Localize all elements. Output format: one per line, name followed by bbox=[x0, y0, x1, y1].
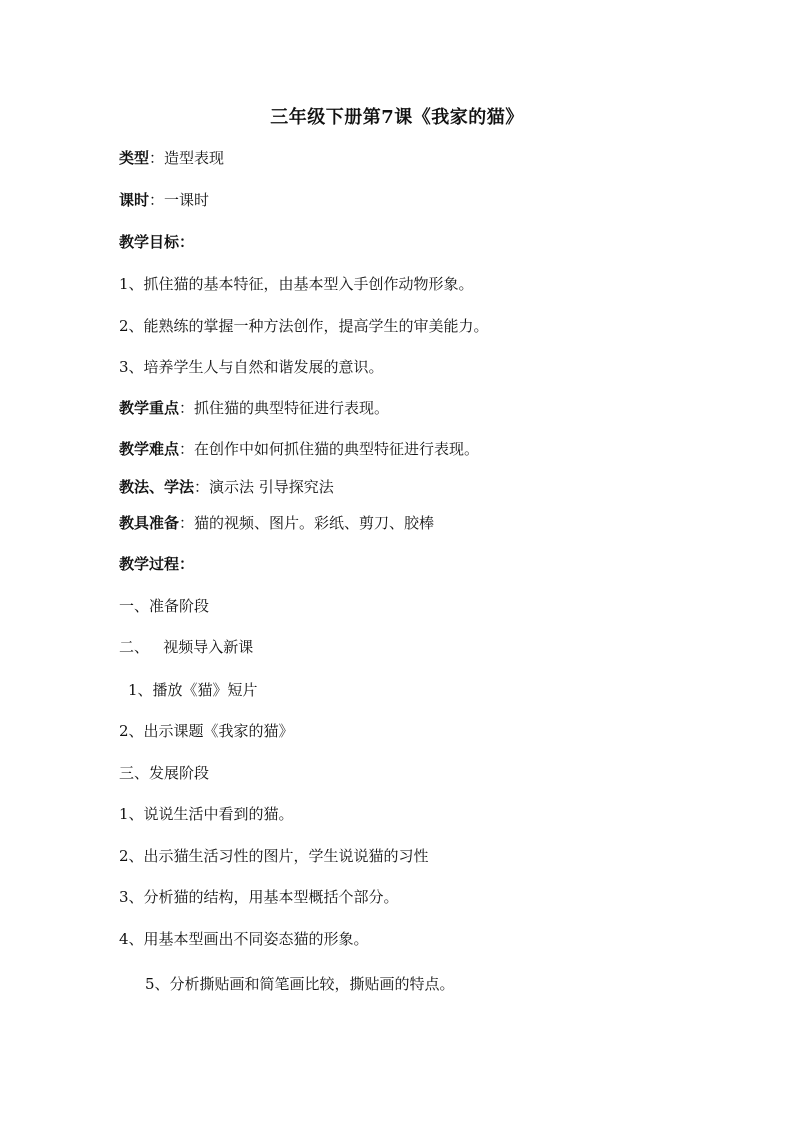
stage-heading: 三、发展阶段 bbox=[119, 764, 210, 782]
methods-value: ：演示法 引导探究法 bbox=[194, 478, 334, 496]
period-line bbox=[119, 190, 209, 210]
type-label: 类型 bbox=[119, 149, 150, 167]
period-value: ：一课时 bbox=[149, 191, 210, 209]
objective-item: 3、培养学生人与自然和谐发展的意识。 bbox=[119, 358, 384, 376]
period-label: 课时 bbox=[119, 191, 150, 209]
difficulty-label: 教学难点 bbox=[119, 440, 180, 458]
key-point-value: ：抓住猫的典型特征进行表现。 bbox=[179, 399, 390, 417]
materials-value: ：猫的视频、图片。彩纸、剪刀、胶棒 bbox=[179, 514, 435, 532]
type-line bbox=[119, 148, 224, 168]
methods-label: 教法、学法 bbox=[119, 478, 195, 496]
objective-item: 2、能熟练的掌握一种方法创作，提高学生的审美能力。 bbox=[119, 317, 489, 335]
key-point-line bbox=[119, 398, 389, 418]
difficulty-value: ：在创作中如何抓住猫的典型特征进行表现。 bbox=[179, 440, 480, 458]
methods-line bbox=[119, 477, 334, 497]
key-point-label: 教学重点 bbox=[119, 399, 180, 417]
process-step: 4、用基本型画出不同姿态猫的形象。 bbox=[119, 930, 369, 948]
process-heading: 教学过程： bbox=[119, 555, 195, 573]
stage-heading: 一、准备阶段 bbox=[119, 597, 210, 615]
stage-heading: 二、 视频导入新课 bbox=[119, 638, 254, 656]
process-step: 1、说说生活中看到的猫。 bbox=[119, 805, 294, 823]
difficulty-line bbox=[119, 439, 479, 459]
process-step: 5、分析撕贴画和简笔画比较，撕贴画的特点。 bbox=[145, 975, 455, 993]
materials-label: 教具准备 bbox=[119, 514, 180, 532]
type-value: ：造型表现 bbox=[149, 149, 225, 167]
process-step: 2、出示课题《我家的猫》 bbox=[119, 722, 294, 740]
process-step: 3、分析猫的结构，用基本型概括个部分。 bbox=[119, 888, 399, 906]
document-title: 三年级下册第7课《我家的猫》 bbox=[270, 107, 524, 128]
process-step: 2、出示猫生活习性的图片，学生说说猫的习性 bbox=[119, 847, 429, 865]
objectives-heading: 教学目标： bbox=[119, 233, 195, 251]
objective-item: 1、抓住猫的基本特征，由基本型入手创作动物形象。 bbox=[119, 275, 474, 293]
process-step: 1、播放《猫》短片 bbox=[128, 681, 258, 699]
materials-line bbox=[119, 513, 434, 533]
